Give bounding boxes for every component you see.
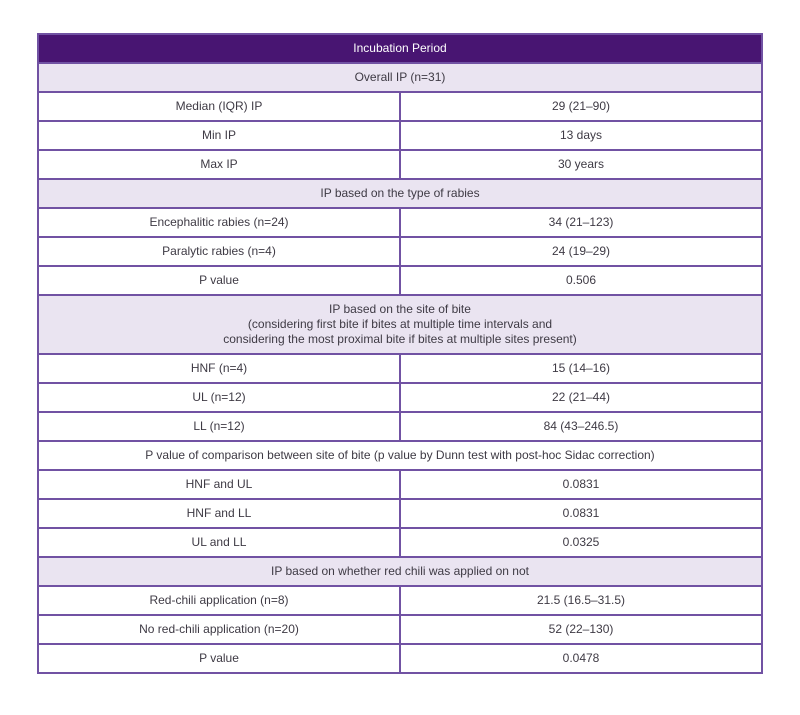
section-header-cell — [38, 295, 762, 354]
table-row — [38, 586, 762, 615]
table-row — [38, 266, 762, 295]
section-header-cell — [38, 557, 762, 586]
row-label: HNF (n=4) — [38, 354, 400, 383]
table-row — [38, 208, 762, 237]
table-row — [38, 470, 762, 499]
section-line: (considering first bite if bites at multiple time intervals and — [247, 317, 553, 331]
row-label: No red-chili application (n=20) — [38, 615, 400, 644]
row-label: P value — [38, 266, 400, 295]
table-row — [38, 499, 762, 528]
row-value: 0.0831 — [400, 499, 762, 528]
row-value: 34 (21–123) — [400, 208, 762, 237]
full-width-cell — [38, 441, 762, 470]
table-row — [38, 441, 762, 470]
row-value: 30 years — [400, 150, 762, 179]
table-head — [38, 34, 762, 63]
row-label: HNF and UL — [38, 470, 400, 499]
row-value: 0.0831 — [400, 470, 762, 499]
table-row — [38, 412, 762, 441]
table-row — [38, 150, 762, 179]
section-line: P value of comparison between site of bite (p value by Dunn test with post-hoc Sidac correction) — [145, 448, 655, 462]
table-row — [38, 383, 762, 412]
section-header-cell — [38, 63, 762, 92]
section-line: IP based on the site of bite — [329, 302, 471, 316]
section-header-cell — [38, 179, 762, 208]
row-label: UL and LL — [38, 528, 400, 557]
table-row — [38, 92, 762, 121]
title-row — [38, 34, 762, 63]
row-label: P value — [38, 644, 400, 673]
table-body — [38, 63, 762, 673]
table-row — [38, 557, 762, 586]
section-line: IP based on whether red chili was applied on not — [271, 564, 529, 578]
row-label: Encephalitic rabies (n=24) — [38, 208, 400, 237]
row-label: LL (n=12) — [38, 412, 400, 441]
table-row — [38, 354, 762, 383]
table-row — [38, 295, 762, 354]
row-value: 52 (22–130) — [400, 615, 762, 644]
table-row — [38, 237, 762, 266]
row-value: 0.506 — [400, 266, 762, 295]
table-title: Incubation Period — [38, 34, 762, 63]
row-value: 15 (14–16) — [400, 354, 762, 383]
table-row — [38, 63, 762, 92]
table-row — [38, 644, 762, 673]
section-line: IP based on the type of rabies — [320, 186, 480, 200]
row-label: UL (n=12) — [38, 383, 400, 412]
row-label: Max IP — [38, 150, 400, 179]
row-value: 84 (43–246.5) — [400, 412, 762, 441]
row-value: 29 (21–90) — [400, 92, 762, 121]
row-value: 0.0478 — [400, 644, 762, 673]
incubation-period-table — [37, 33, 763, 674]
row-label: Red-chili application (n=8) — [38, 586, 400, 615]
table-row — [38, 615, 762, 644]
row-value: 0.0325 — [400, 528, 762, 557]
row-value: 24 (19–29) — [400, 237, 762, 266]
table-row — [38, 179, 762, 208]
section-line: considering the most proximal bite if bites at multiple sites present) — [223, 332, 577, 346]
row-label: HNF and LL — [38, 499, 400, 528]
section-line: Overall IP (n=31) — [354, 70, 446, 84]
table-row — [38, 121, 762, 150]
table-row — [38, 528, 762, 557]
row-value: 22 (21–44) — [400, 383, 762, 412]
row-label: Median (IQR) IP — [38, 92, 400, 121]
row-label: Min IP — [38, 121, 400, 150]
row-label: Paralytic rabies (n=4) — [38, 237, 400, 266]
row-value: 21.5 (16.5–31.5) — [400, 586, 762, 615]
row-value: 13 days — [400, 121, 762, 150]
